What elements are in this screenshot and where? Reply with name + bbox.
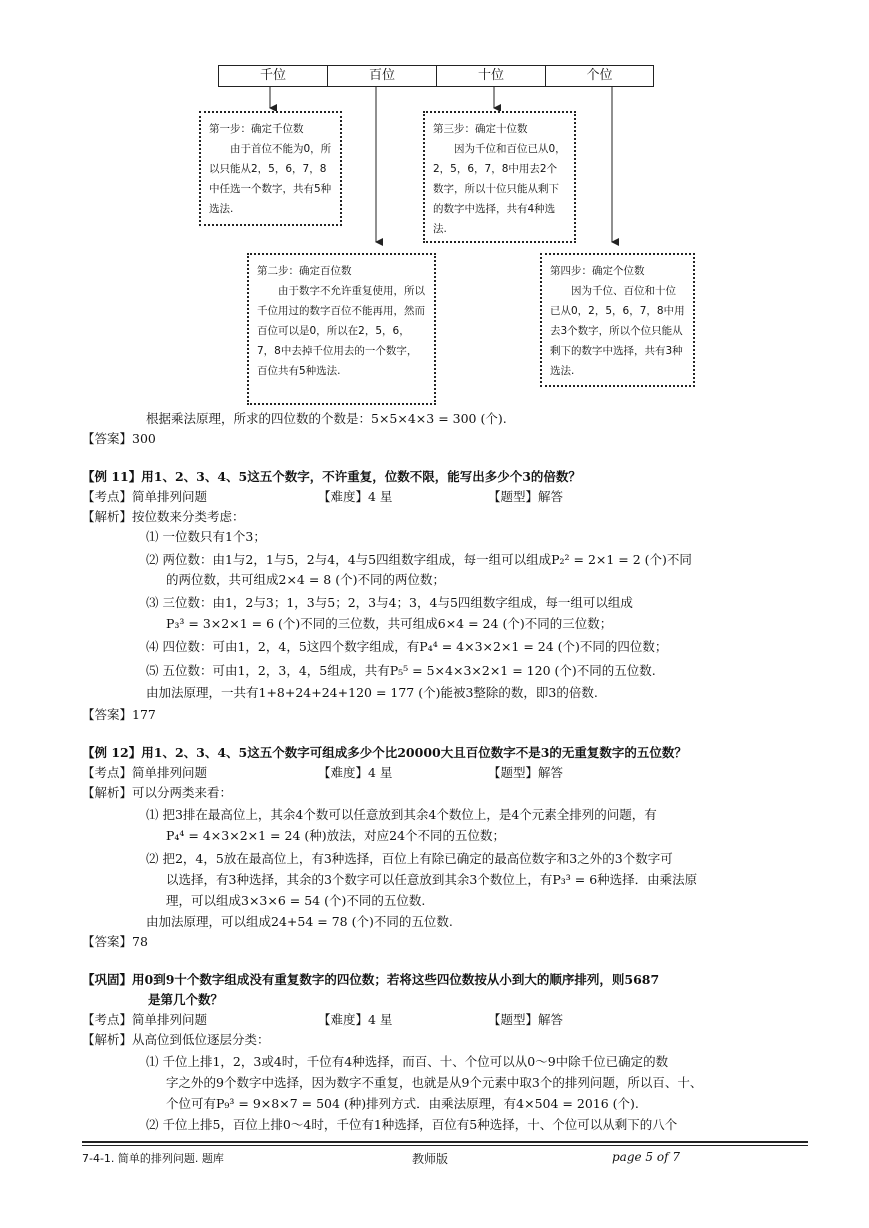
analysis-c-item-1: ⑴ 千位上排1，2，3或4时，千位有4种选择，而百、十、个位可以从0～9中除千位已确定的数 bbox=[146, 1054, 669, 1069]
analysis-12-item-2: ⑵ 把2，4，5放在最高位上，有3种选择，百位上有除已确定的最高位数字和3之外的3个数字可 bbox=[146, 851, 673, 866]
meta-topic: 【考点】简单排列问题 bbox=[82, 1012, 208, 1027]
analysis-c: 【解析】从高位到低位逐层分类： bbox=[82, 1032, 270, 1047]
analysis-11: 【解析】按位数来分类考虑： bbox=[82, 509, 245, 524]
footer-left: 7-4-1. 简单的排列问题. 题库 bbox=[82, 1152, 224, 1165]
analysis-11-item-3: ⑶ 三位数：由1，2与3；1，3与5；2，3与4；3，4与5四组数字组成，每一组可以组成 bbox=[146, 595, 633, 610]
answer-11: 【答案】177 bbox=[82, 707, 156, 722]
step-4-title: 第四步：确定个位数 bbox=[550, 265, 645, 277]
step-box-3 bbox=[423, 111, 576, 243]
footer-center: 教师版 bbox=[412, 1152, 449, 1166]
analysis-11-item-2-cont: 的两位数，共可组成2×4 = 8 (个)不同的两位数； bbox=[166, 572, 445, 587]
example-11-meta bbox=[82, 487, 563, 507]
meta-difficulty: 【难度】4 星 bbox=[317, 765, 393, 780]
step-2-title: 第二步：确定百位数 bbox=[257, 265, 352, 277]
analysis-12-item-1-cont: P₄⁴ = 4×3×2×1 = 24 (种)放法，对应24个不同的五位数； bbox=[166, 828, 506, 843]
header-cell-ones: 个位 bbox=[545, 65, 654, 87]
step-box-4 bbox=[540, 253, 695, 387]
step-1-body: 由于首位不能为0，所以只能从2，5，6，7，8中任选一个数字，共有5种选法. bbox=[209, 143, 332, 215]
analysis-11-item-4: ⑷ 四位数：可由1，2，4，5这四个数字组成，有P₄⁴ = 4×3×2×1 = 24 (个)不同的四位数； bbox=[146, 639, 668, 654]
header-cell-hundreds: 百位 bbox=[327, 65, 437, 87]
analysis-12-item-2-cont: 以选择，有3种选择，其余的3个数字可以任意放到其余3个数位上，有P₃³ = 6种选择．由乘法原 bbox=[166, 872, 698, 887]
consolidation-title: 【巩固】用0到9十个数字组成没有重复数字的四位数；若将这些四位数按从小到大的顺序排列，则5687 bbox=[82, 972, 660, 987]
example-12-title: 【例 12】用1、2、3、4、5这五个数字可组成多少个比20000大且百位数字不是3的无重复数字的五位数？ bbox=[82, 745, 687, 760]
answer-12: 【答案】78 bbox=[82, 934, 148, 949]
meta-type: 【题型】解答 bbox=[487, 489, 563, 504]
analysis-c-item-1-cont2: 个位可有P₉³ = 9×8×7 = 504 (种)排列方式．由乘法原理，有4×504 = 2016 (个). bbox=[166, 1096, 639, 1111]
meta-difficulty: 【难度】4 星 bbox=[317, 489, 393, 504]
consolidation-title-cont: 是第几个数？ bbox=[148, 992, 224, 1007]
step-1-title: 第一步：确定千位数 bbox=[209, 123, 304, 135]
analysis-c-item-1-cont: 字之外的9个数字中选择，因为数字不重复，也就是从9个元素中取3个的排列问题，所以百、十、 bbox=[166, 1075, 703, 1090]
analysis-12: 【解析】可以分两类来看： bbox=[82, 785, 233, 800]
example-11-title: 【例 11】用1、2、3、4、5这五个数字，不许重复，位数不限，能写出多少个3的倍数？ bbox=[82, 469, 581, 484]
header-cell-thousands: 千位 bbox=[218, 65, 328, 87]
analysis-11-item-5: ⑸ 五位数：可由1，2，3，4，5组成，共有P₅⁵ = 5×4×3×2×1 = 120 (个)不同的五位数. bbox=[146, 663, 656, 678]
analysis-11-item-1: ⑴ 一位数只有1个3； bbox=[146, 529, 266, 544]
conclusion-line: 根据乘法原理，所求的四位数的个数是：5×5×4×3 = 300 (个). bbox=[146, 411, 507, 426]
meta-topic: 【考点】简单排列问题 bbox=[82, 489, 208, 504]
step-box-2 bbox=[247, 253, 436, 405]
analysis-12-item-1: ⑴ 把3排在最高位上，其余4个数可以任意放到其余4个数位上，是4个元素全排列的问题，有 bbox=[146, 807, 657, 822]
step-3-body: 因为千位和百位已从0，2，5，6，7，8中用去2个数字，所以十位只能从剩下的数字中选择，共有4种选法. bbox=[433, 143, 566, 235]
analysis-12-summary: 由加法原理，可以组成24+54 = 78 (个)不同的五位数. bbox=[146, 914, 453, 929]
consolidation-meta bbox=[82, 1010, 563, 1030]
meta-difficulty: 【难度】4 星 bbox=[317, 1012, 393, 1027]
footer-rule-thin bbox=[82, 1145, 808, 1146]
analysis-12-item-2-cont2: 理，可以组成3×3×6 = 54 (个)不同的五位数. bbox=[166, 893, 426, 908]
footer-rule-thick bbox=[82, 1141, 808, 1143]
analysis-c-item-2: ⑵ 千位上排5，百位上排0～4时，千位有1种选择，百位有5种选择，十、个位可以从剩下的八个 bbox=[146, 1117, 678, 1132]
header-cell-tens: 十位 bbox=[436, 65, 546, 87]
meta-type: 【题型】解答 bbox=[487, 1012, 563, 1027]
meta-topic: 【考点】简单排列问题 bbox=[82, 765, 208, 780]
analysis-11-item-3-cont: P₃³ = 3×2×1 = 6 (个)不同的三位数，共可组成6×4 = 24 (个)不同的三位数； bbox=[166, 616, 613, 631]
analysis-11-item-2: ⑵ 两位数：由1与2，1与5，2与4，4与5四组数字组成，每一组可以组成P₂² = 2×1 = 2 (个)不同 bbox=[146, 552, 692, 567]
analysis-11-summary: 由加法原理，一共有1+8+24+24+120 = 177 (个)能被3整除的数，即3的倍数. bbox=[146, 685, 598, 700]
example-12-meta bbox=[82, 763, 563, 783]
step-2-body: 由于数字不允许重复使用，所以千位用过的数字百位不能再用，然而百位可以是0，所以在2，5，6，7，8中去掉千位用去的一个数字，百位共有5种选法. bbox=[257, 285, 425, 377]
step-box-1 bbox=[199, 111, 342, 226]
step-4-body: 因为千位、百位和十位已从0，2，5，6，7，8中用去3个数字，所以个位只能从剩下的数字中选择，共有3种选法. bbox=[550, 285, 685, 377]
step-3-title: 第三步：确定十位数 bbox=[433, 123, 528, 135]
meta-type: 【题型】解答 bbox=[487, 765, 563, 780]
answer-1: 【答案】300 bbox=[82, 431, 156, 446]
footer-page-number: page 5 of 7 bbox=[612, 1150, 680, 1164]
